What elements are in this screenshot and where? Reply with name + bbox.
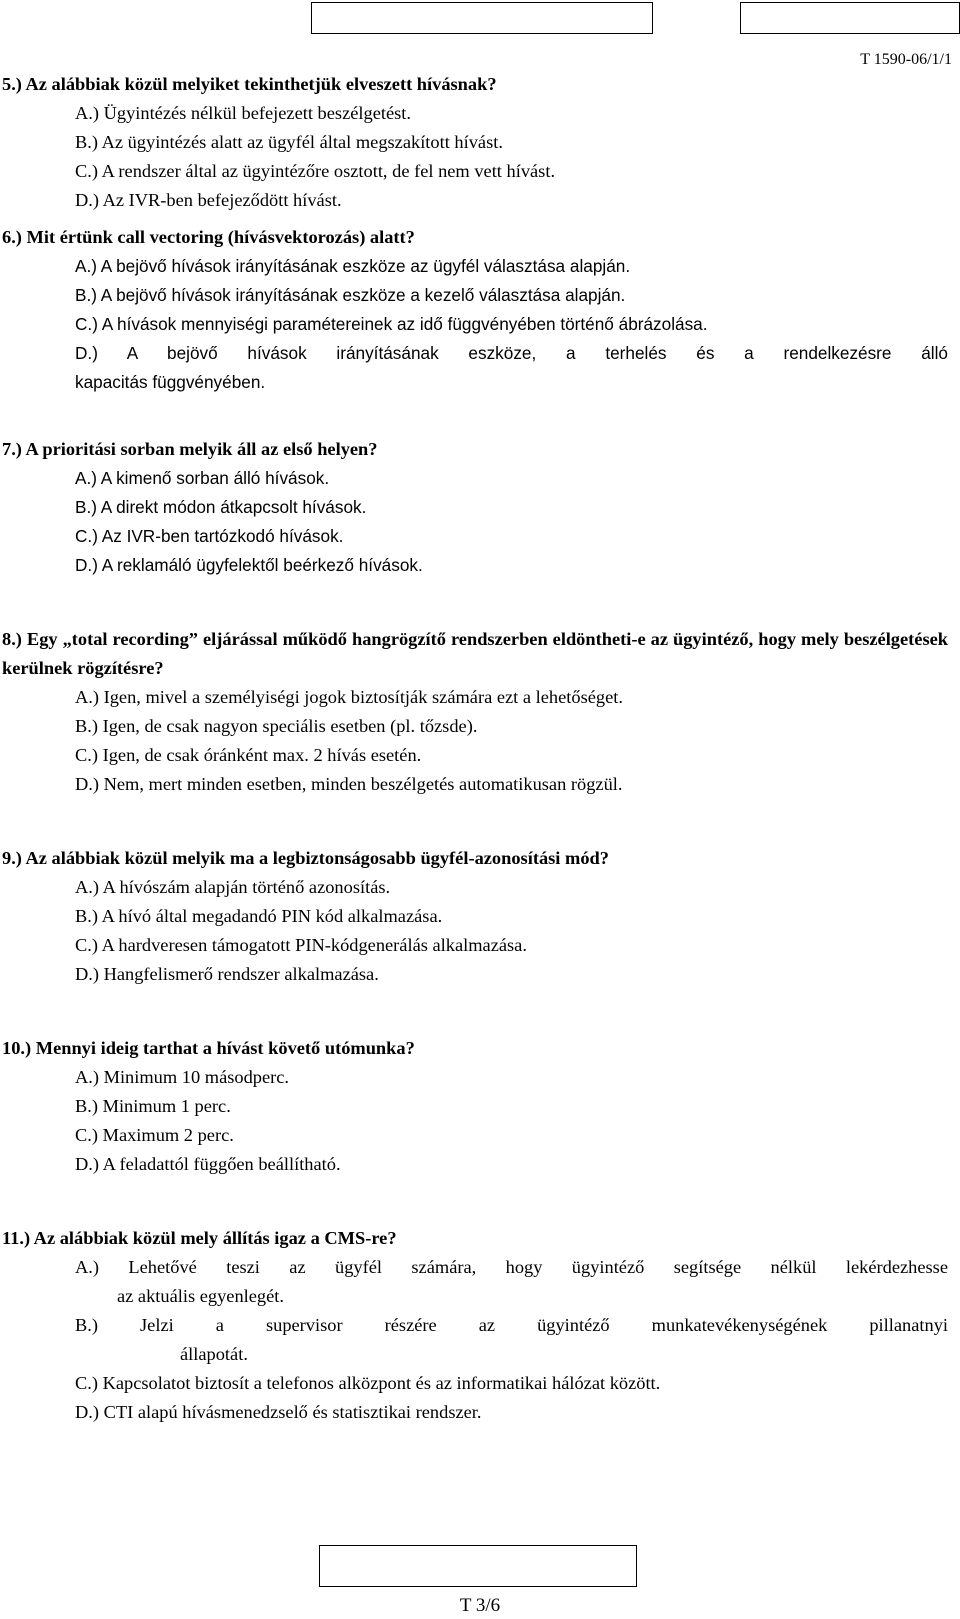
question-text: 6.) Mit értünk call vectoring (hívásvektorozás) alatt? [2, 227, 415, 247]
question-text: 7.) A prioritási sorban melyik áll az első helyen? [2, 439, 378, 459]
question-11 [0, 1224, 948, 1427]
question-8 [0, 625, 948, 799]
question-6 [0, 223, 948, 397]
page-number: T 3/6 [459, 1595, 501, 1616]
footer-box [319, 1545, 637, 1587]
question-9 [0, 844, 948, 989]
answer-b: B.) A hívó által megadandó PIN kód alkalmazása. [75, 906, 443, 926]
answer-a: A.) A hívószám alapján történő azonosítás. [75, 877, 391, 897]
question-text: 8.) Egy „total recording” eljárással működő hangrögzítő rendszerben eldöntheti-e az ügyintéző, hogy mely beszélgetések kerülnek rögzítésre? [2, 629, 948, 678]
answer-c: C.) A hívások mennyiségi paramétereinek az idő függvényében történő ábrázolása. [75, 314, 708, 334]
question-text: 5.) Az alábbiak közül melyiket tekinthetjük elveszett hívásnak? [2, 74, 497, 94]
question-text: 10.) Mennyi ideig tarthat a hívást követő utómunka? [2, 1038, 415, 1058]
answer-d-line-2: kapacitás függvényében. [75, 372, 266, 392]
answer-d: D.) Hangfelismerő rendszer alkalmazása. [75, 964, 379, 984]
answer-a: A.) Igen, mivel a személyiségi jogok biztosítják számára ezt a lehetőséget. [75, 687, 623, 707]
answer-c: C.) A rendszer által az ügyintézőre osztott, de fel nem vett hívást. [75, 161, 556, 181]
answer-b [0, 1311, 948, 1369]
question-list [0, 70, 948, 1427]
question-5 [0, 70, 948, 215]
document-code: T 1590-06/1/1 [860, 51, 952, 68]
answer-d: D.) CTI alapú hívásmenedzselő és statisztikai rendszer. [75, 1402, 482, 1422]
answer-a: A.) Minimum 10 másodperc. [75, 1067, 290, 1087]
answer-a: A.) A kimenő sorban álló hívások. [75, 468, 330, 488]
answer-b-line-2: állapotát. [180, 1344, 248, 1364]
answer-b: B.) A bejövő hívások irányításának eszköze a kezelő választása alapján. [75, 285, 626, 305]
answer-c: C.) Maximum 2 perc. [75, 1125, 234, 1145]
question-10 [0, 1034, 948, 1179]
header-box-left [311, 2, 653, 34]
answer-c: C.) Igen, de csak óránként max. 2 hívás esetén. [75, 745, 422, 765]
question-7 [0, 435, 948, 580]
answer-a-line-2: az aktuális egyenlegét. [117, 1286, 284, 1306]
question-text: 9.) Az alábbiak közül melyik ma a legbiztonságosabb ügyfél-azonosítási mód? [2, 848, 609, 868]
answer-b: B.) Igen, de csak nagyon speciális esetben (pl. tőzsde). [75, 716, 478, 736]
answer-c: C.) A hardveresen támogatott PIN-kódgenerálás alkalmazása. [75, 935, 527, 955]
answer-a: A.) A bejövő hívások irányításának eszköze az ügyfél választása alapján. [75, 256, 631, 276]
answer-a: A.) Ügyintézés nélkül befejezett beszélgetést. [75, 103, 411, 123]
answer-b: B.) Az ügyintézés alatt az ügyfél által megszakított hívást. [75, 132, 503, 152]
answer-d [0, 339, 948, 397]
answer-b: B.) A direkt módon átkapcsolt hívások. [75, 497, 367, 517]
answer-c: C.) Az IVR-ben tartózkodó hívások. [75, 526, 344, 546]
answer-b: B.) Minimum 1 perc. [75, 1096, 231, 1116]
answer-d: D.) Nem, mert minden esetben, minden beszélgetés automatikusan rögzül. [75, 774, 623, 794]
answer-d: D.) Az IVR-ben befejeződött hívást. [75, 190, 342, 210]
header-box-right [740, 2, 960, 34]
question-text: 11.) Az alábbiak közül mely állítás igaz a CMS-re? [2, 1228, 397, 1248]
answer-d: D.) A reklamáló ügyfelektől beérkező hívások. [75, 555, 423, 575]
answer-a [0, 1253, 948, 1311]
answer-d-line-1: D.) A bejövő hívások irányításának eszköze, a terhelés és a rendelkezésre álló [75, 343, 948, 363]
answer-a-line-1: A.) Lehetővé teszi az ügyfél számára, hogy ügyintéző segítsége nélkül lekérdezhesse [75, 1257, 948, 1277]
answer-b-line-1: B.) Jelzi a supervisor részére az ügyintéző munkatevékenységének pillanatnyi [75, 1315, 948, 1335]
answer-c: C.) Kapcsolatot biztosít a telefonos alközpont és az informatikai hálózat között. [75, 1373, 661, 1393]
answer-d: D.) A feladattól függően beállítható. [75, 1154, 341, 1174]
